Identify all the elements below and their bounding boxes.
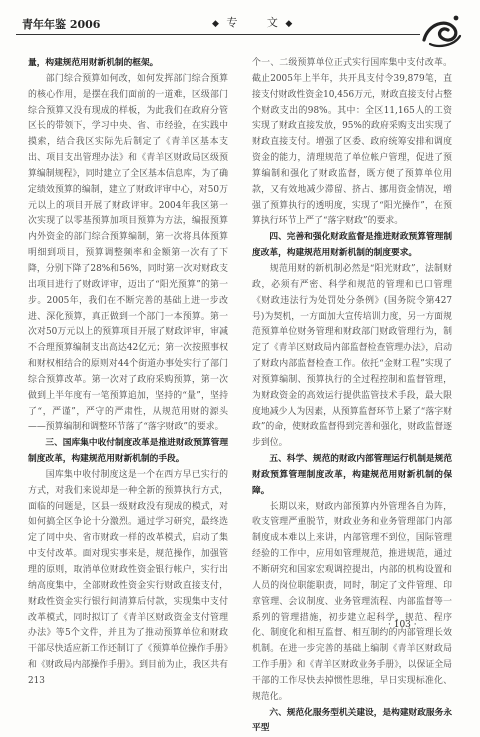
diamond-icon: ◆ [285, 19, 295, 29]
section-label-left: 专 [226, 16, 240, 29]
journal-title: 青年年鉴 2006 [22, 18, 101, 31]
swirl-logo-icon [420, 10, 464, 50]
left-column [28, 56, 228, 690]
body-paragraph: 个一、二级预算单位正式实行国库集中支付改革。截止2005年上半年，共开具支付令39,879笔，直接支付财政性资金10,456万元，财政直接支付占整个财政支出的98%。其中：全区11,165人的工资实现了财政直接发放，95%的政府采购支出实现了财政直接支付。增强了区委、政府统筹安排和调度资金的能力，清理规范了单位帐户管理，促进了预算编制和强化了财政监督，既方便了预算单位用款，又有效地减少滞留、挤占、挪用资金情况，增强了预算执行的透明度，实现了“阳光操作”，在预算执行环节上严了“落字财政”的要求。 [252, 58, 452, 227]
body-paragraph: 规范用财的新机制必然是“阳光财政”，法制财政，必须有严密、科学和规范的管理和已口管理《财政违法行为处罚处分条例》(国务院令第427号)为契机，一方面加大宣传培训力度，另一方面规范预算单位财务管理和财政部门财政管理行为，制定了《青羊区财政局内部监督检查管理办法》，启动了财政内部监督检查工作。依托“金财工程”实现了对预算编制、预算执行的全过程控制和监督管理，为财政资金的高效运行提供监管技术手段，最大限度地减少人为因素，从预算监督环节上紧了“落字财政”的命，使财政监督得到完善和强化，财政监督逐步到位。 [252, 263, 452, 449]
section-label-right: 文 [266, 16, 280, 29]
body-paragraph: 部门综合预算如何改，如何发挥部门综合预算的核心作用，是摆在我们面前的一道难，区级部门综合预算又没有现成的样板，为此我们在政府分管区长的带领下，学习中央、省、市经验，在实践中摸索，结合我区实际先后制定了《青羊区基本支出、项目支出管理办法》和《青羊区财政局区级预算编制规程》，同时建立了全区基本信息库，为了确定绩效预算的编制，建立了财政评审中心，对50万元以上的项目开展了财政评审。2004年我区第一次实现了以零基预算加项目预算为方法，编报预算内外资金的部门综合预算编制，第一次将具体预算明细到项目，预算调整频率和金额第一次有了下降，分别下降了28%和56%，同时第一次对财政支出项目进行了财政评审，迈出了“阳光预算”的第一步。2005年，我们在不断完善的基础上进一步改进、深化预算，真正做到一个部门一本预算。第一次对50万元以上的预算项目开展了财政评审，审减不合理预算编制支出高达42亿元；第一次按照事权和财权相结合的原则对44个街道办事处实行了部门综合预算改革。第一次对了政府采购预算，第一次做到上半年度有一笔预算追加，坚持的“量”，坚持了“，严谨”，严守的严肃性，从规范用财的源头——预算编制和调整环节落了“落字财政”的要求。 [28, 73, 228, 433]
header-rule [16, 34, 420, 35]
page-number: · 103 · [388, 620, 417, 630]
body-paragraph: 长期以来，财政内部预算内外管理各自为阵，收支管理严重脱节，财政业务和业务管理部门内部制度成本难以上来讲，内部管理不到位，国际管理经验的工作中，应用如管理规范，推进规范，通过不断研究和国家宏观调控提出，内部的机构设置和人员的岗位职能职责，同时，制定了文件管理、印章管理、会议制度、业务管理流程、内部监督等一系列的管理措施，初步建立起科学、规范、程序化、制度化和相互监督、相互制约的内部管理长效机制。在进一步完善的基础上编制《青羊区财政局工作手册》和《青羊区财政业务手册》，以保证全局干部的工作尽快去掉惯性思维，早日实现标准化、规范化。 [252, 501, 452, 702]
right-column [252, 56, 452, 737]
section-label [212, 14, 294, 30]
section-heading: 三、国库集中收付制度改革是推进财政预算管理制度改革，构建规范用财新机制的手段。 [28, 438, 228, 465]
section-heading: 五、科学、规范的财政内部管理运行机制是规范财政预算管理制度改革，构建规范用财新机制的保障。 [252, 454, 452, 496]
page-header [16, 10, 464, 50]
section-heading: 六、规范化服务型机关建设，是构建财政服务永平型 [252, 707, 452, 734]
body-paragraph: 国库集中收付制度这是一个在西方早已实行的方式，对我们来说却是一种全新的预算执行方式，面临的问题是，区县一级财政没有现成的模式，对如何搞全区争论十分激烈。通过学习研究，最终选定了同中央、省市财政一样的改革模式，启动了集中支付改革。面对现实事来是，规范操作，加强管理的原则，取消单位财政性资金银行帐户，实行出纳高度集中，全部财政性资金实行财政直接支付，财政性资金实行银行间清算后付款，实现集中支付改革模式，同时拟订了《青羊区财政资金支付管理办法》等5个文件，并且为了推动预算单位和财政干部尽快适应新工作还制订了《预算单位操作手册》和《财政局内部操作手册》。到目前为止，我区共有213 [28, 469, 228, 686]
section-heading: 量，构建规范用财新机制的框架。 [28, 58, 159, 68]
section-heading: 四、完善和强化财政监督是推进财政预算管理制度改革，构建规范用财新机制的制度要求。 [252, 232, 452, 259]
diamond-icon: ◆ [212, 19, 221, 29]
